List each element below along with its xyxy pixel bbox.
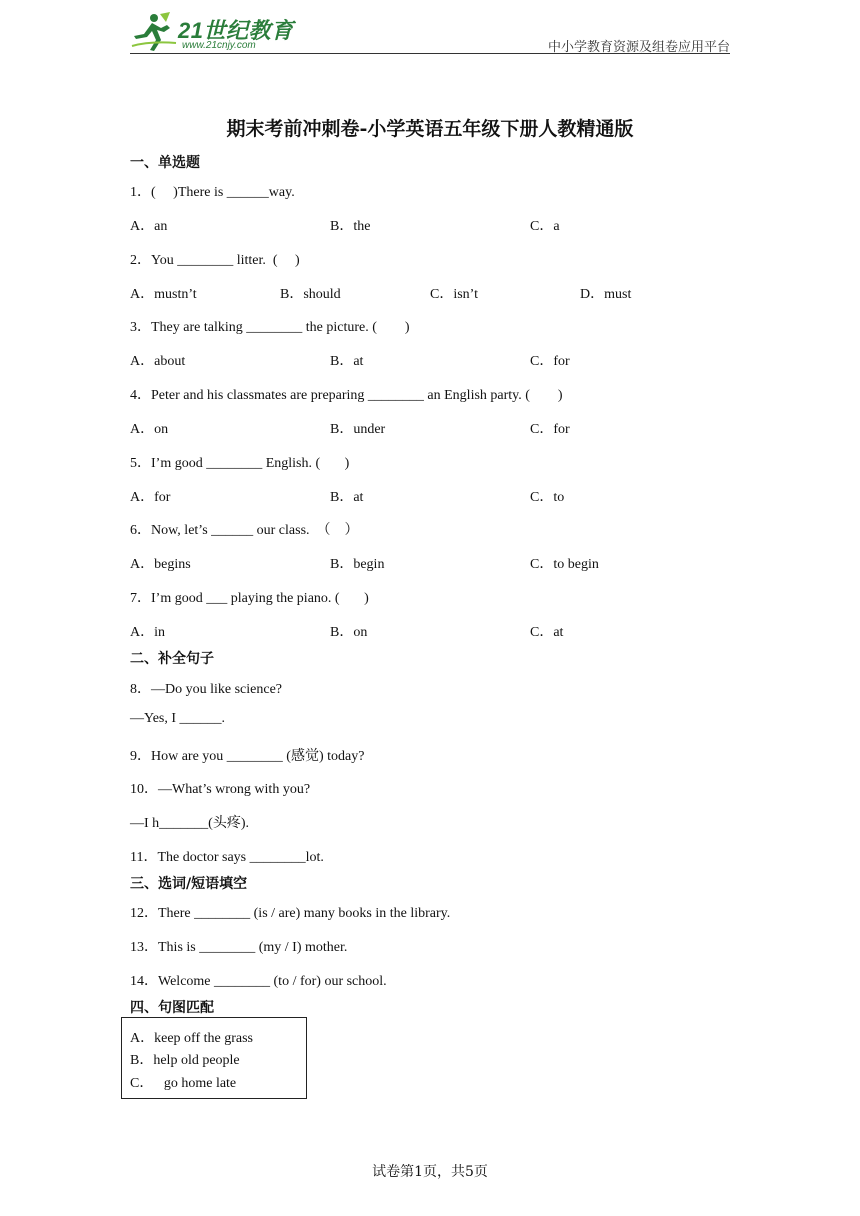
option-c: C．isn’t — [430, 287, 478, 302]
match-options-box — [121, 1017, 307, 1099]
option-c: C．to — [530, 490, 565, 505]
section-heading: 三、选词/短语填空 — [130, 876, 248, 892]
question-11: 11．The doctor says ________lot. — [130, 850, 324, 865]
platform-name: 中小学教育资源及组卷应用平台 — [547, 40, 730, 55]
option-b: B．the — [330, 219, 371, 234]
option-b: B．begin — [330, 557, 385, 572]
logo — [130, 10, 300, 54]
option-a: A．begins — [130, 557, 191, 572]
answer-line: —I h_______(头疼). — [130, 816, 249, 831]
page-footer: 试卷第1页，共5页 — [372, 1164, 488, 1180]
question-1: 1．( )There is ______way. — [130, 185, 295, 200]
option-a: A．mustn’t — [130, 287, 197, 302]
option-a: A．about — [130, 354, 186, 369]
question-4: 4．Peter and his classmates are preparing ________ an English party. ( ) — [130, 388, 563, 403]
section-heading: 二、补全句子 — [130, 651, 214, 667]
option-d: D．must — [580, 287, 632, 302]
question-9: 9．How are you ________ (感觉) today? — [130, 749, 365, 764]
question-5: 5．I’m good ________ English. ( ) — [130, 456, 350, 471]
logo-url: www.21cnjy.com — [182, 40, 256, 51]
option-b: B．at — [330, 490, 364, 505]
question-10: 10．—What’s wrong with you? — [130, 782, 311, 797]
option-b: B．should — [280, 287, 341, 302]
option-a: A．for — [130, 490, 171, 505]
answer-line: —Yes, I ______. — [130, 711, 226, 726]
option-a: A．in — [130, 625, 165, 640]
section-heading: 四、句图匹配 — [130, 1000, 214, 1016]
page-header — [130, 8, 730, 54]
page-title: 期末考前冲刺卷-小学英语五年级下册人教精通版 — [226, 118, 634, 140]
match-option-b: B．help old people — [130, 1053, 240, 1068]
match-option-c: C． go home late — [130, 1076, 237, 1091]
option-b: B．at — [330, 354, 364, 369]
question-8: 8．—Do you like science? — [130, 682, 283, 697]
option-a: A．an — [130, 219, 168, 234]
question-13: 13．This is ________ (my / I) mother. — [130, 940, 348, 955]
match-option-a: A．keep off the grass — [130, 1031, 253, 1046]
section-heading: 一、单选题 — [130, 155, 200, 171]
logo-text: 21世纪教育 — [178, 18, 294, 43]
option-c: C．a — [530, 219, 560, 234]
question-12: 12．There ________ (is / are) many books in the library. — [130, 906, 451, 921]
option-c: C．to begin — [530, 557, 599, 572]
option-a: A．on — [130, 422, 169, 437]
option-c: C．for — [530, 354, 570, 369]
question-14: 14．Welcome ________ (to / for) our school. — [130, 974, 387, 989]
runner-logo-icon — [130, 10, 178, 52]
option-c: C．for — [530, 422, 570, 437]
option-c: C．at — [530, 625, 564, 640]
question-3: 3．They are talking ________ the picture. ( ) — [130, 320, 410, 335]
option-b: B．under — [330, 422, 386, 437]
option-b: B．on — [330, 625, 368, 640]
header-divider — [130, 53, 730, 54]
question-2: 2．You ________ litter. ( ) — [130, 253, 300, 268]
question-7: 7．I’m good ___ playing the piano. ( ) — [130, 591, 369, 606]
question-6: 6．Now, let’s ______ our class. （ ） — [130, 523, 359, 538]
